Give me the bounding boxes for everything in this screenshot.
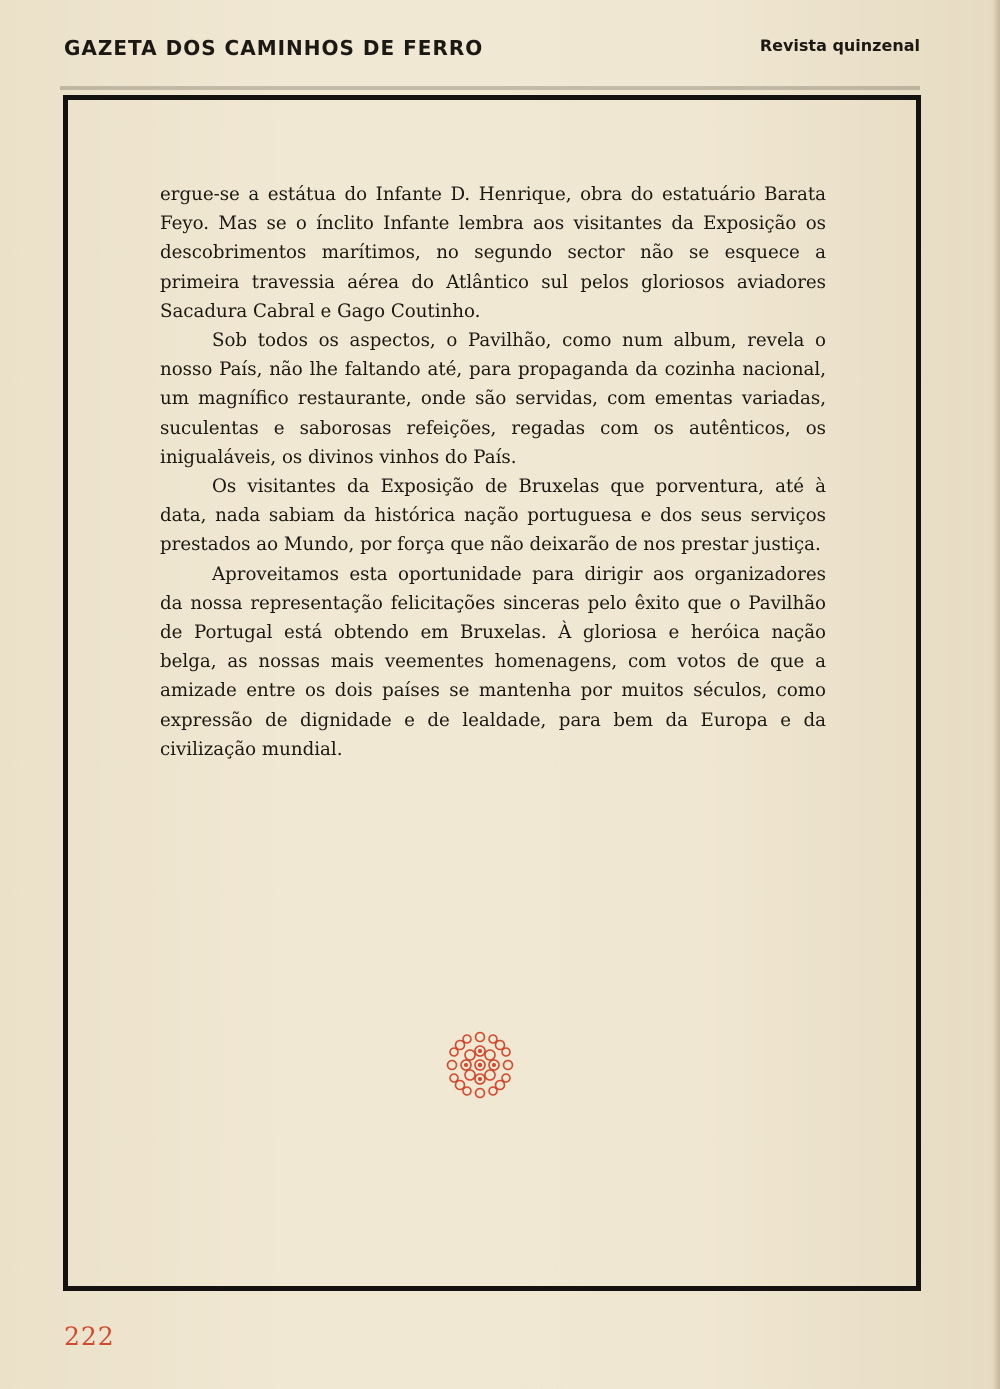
page-edge-shadow [992, 0, 1000, 1389]
publication-subtitle: Revista quinzenal [759, 36, 920, 55]
publication-title: GAZETA DOS CAMINHOS DE FERRO [64, 36, 484, 60]
paragraph-2: Sob todos os aspectos, o Pavilhão, como num album, revela o nosso País, não lhe faltando até, para propaganda da cozinha nacional, um magnífico restaurante, onde são servidas, com ementas variadas, suculentas e saborosas refeições, regadas com os autênticos, os inigualáveis, os divinos vinhos do País. [160, 330, 826, 468]
paragraph-1: ergue-se a estátua do Infante D. Henrique, obra do estatuário Barata Feyo. Mas se o ínclito Infante lembra aos visitantes da Exposição os descobrimentos marítimos, no segundo sector não se esquece a primeira travessia aérea do Atlântico sul pelos gloriosos aviadores Sacadura Cabral e Gago Coutinho. [160, 184, 826, 322]
paragraph-3: Os visitantes da Exposição de Bruxelas que porventura, até à data, nada sabiam da histórica nação portuguesa e dos seus serviços prestados ao Mundo, por força que não deixarão de nos prestar justiça. [160, 476, 826, 556]
page-number: 222 [64, 1322, 115, 1351]
article-body [160, 180, 826, 764]
rosette-ornament-icon [440, 1025, 520, 1105]
paragraph-4: Aproveitamos esta oportunidade para dirigir aos organizadores da nossa representação felicitações sinceras pelo êxito que o Pavilhão de Portugal está obtendo em Bruxelas. À gloriosa e heróica nação belga, as nossas mais veementes homenagens, com votos de que a amizade entre os dois países se mantenha por muitos séculos, como expressão de dignidade e de lealdade, para bem da Europa e da civilização mundial. [160, 563, 826, 760]
frame-shadow [60, 86, 920, 90]
